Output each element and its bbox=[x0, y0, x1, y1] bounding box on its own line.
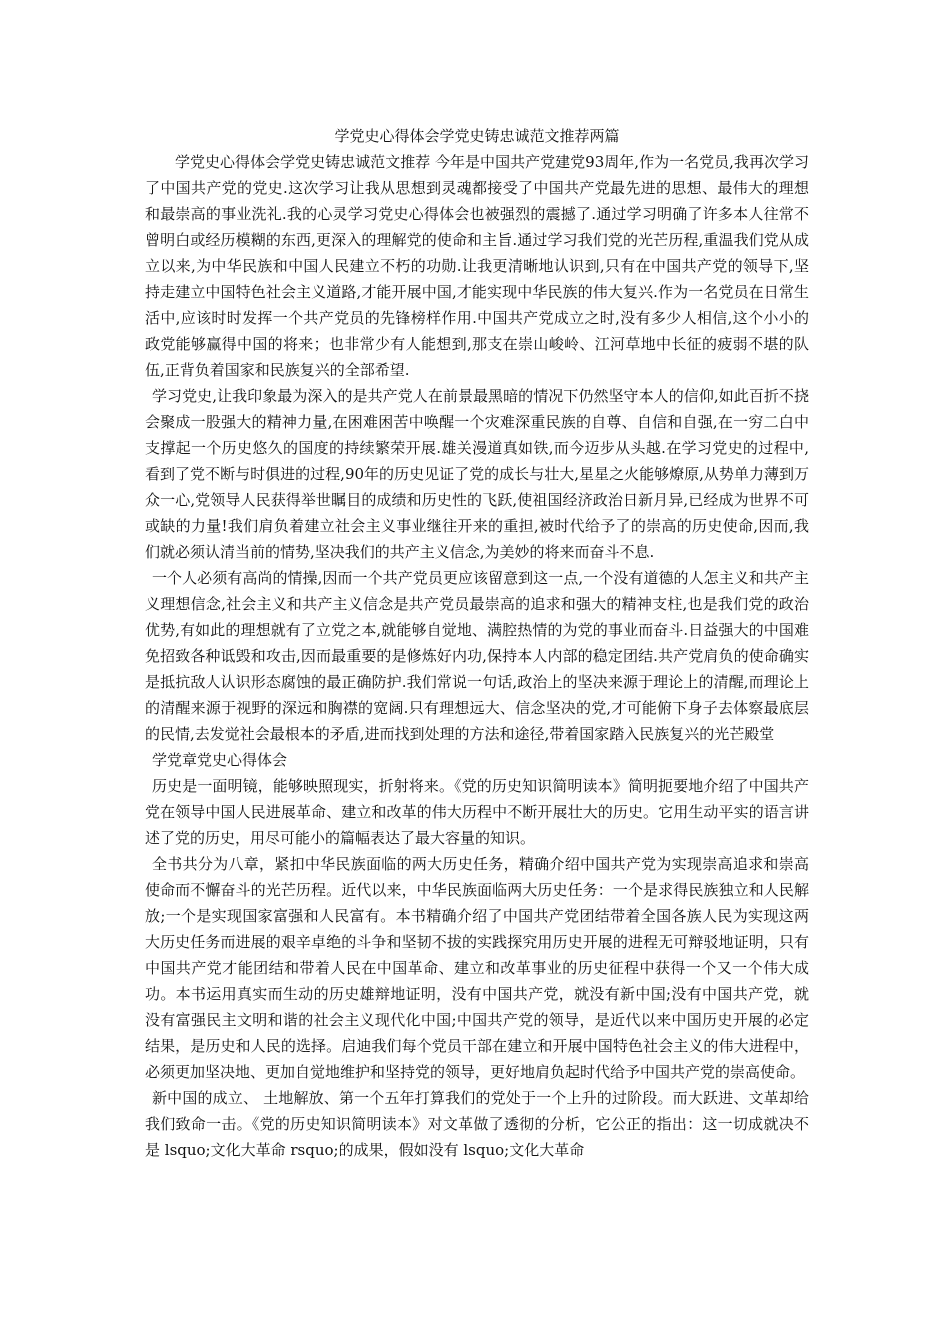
paragraph: 学习党史,让我印象最为深入的是共产党人在前景最黑暗的情况下仍然坚守本人的信仰,如此百折不挠会聚成一股强大的精神力量,在困难困苦中唤醒一个灾难深重民族的自尊、自信和自强,在一穷二白中支撑起一个历史悠久的国度的持续繁荣开展.雄关漫道真如铁,而今迈步从头越.在学习党史的过程中,看到了党不断与时俱进的过程,90年的历史见证了党的成长与壮大,星星之火能够燎原,从势单力薄到万众一心,党领导人民获得举世瞩目的成绩和历史性的飞跃,使祖国经济政治日新月异,已经成为世界不可或缺的力量!我们肩负着建立社会主义事业继往开来的重担,被时代给予了的崇高的历史使命,因而,我们就必须认清当前的情势,坚决我们的共产主义信念,为美妙的将来而奋斗不息. bbox=[145, 387, 809, 561]
paragraph: 新中国的成立、 土地解放、第一个五年打算我们的党处于一个上升的过阶段。而大跃进、文革却给我们致命一击。《党的历史知识简明读本》对文革做了透彻的分析，它公正的指出：这一切成就决不是 lsquo;文化大革命 rsquo;的成果，假如没有 lsquo;文化大革命 bbox=[145, 1089, 809, 1159]
paragraph: 历史是一面明镜，能够映照现实，折射将来。《党的历史知识简明读本》简明扼要地介绍了中国共产党在领导中国人民进展革命、建立和改革的伟大历程中不断开展壮大的历史。它用生动平实的语言讲述了党的历史，用尽可能小的篇幅表达了最大容量的知识。 bbox=[145, 777, 809, 847]
paragraph: 一个人必须有高尚的情操,因而一个共产党员更应该留意到这一点,一个没有道德的人怎主义和共产主义理想信念,社会主义和共产主义信念是共产党员最崇高的追求和强大的精神支柱,也是我们党的政治优势,有如此的理想就有了立党之本,就能够自觉地、满腔热情的为党的事业而奋斗.日益强大的中国难免招致各种诋毁和攻击,因而最重要的是修炼好内功,保持本人内部的稳定团结.共产党肩负的使命确实是抵抗敌人认识形态腐蚀的最正确防护.我们常说一句话,政治上的坚决来源于理论上的清醒,而理论上的清醒来源于视野的深远和胸襟的宽阔.只有理想远大、信念坚决的党,才可能俯下身子去体察最底层的民情,去发觉社会最根本的矛盾,进而找到处理的方法和途径,带着国家踏入民族复兴的光芒殿堂 bbox=[145, 569, 809, 743]
document-page bbox=[145, 123, 809, 1163]
section-heading: 学党章党史心得体会 bbox=[152, 751, 288, 769]
document-body bbox=[145, 149, 809, 1163]
paragraph: 学党史心得体会学党史铸忠诚范文推荐 今年是中国共产党建党93周年,作为一名党员,我再次学习了中国共产党的党史.这次学习让我从思想到灵魂都接受了中国共产党最先进的思想、最伟大的理想和最崇高的事业洗礼.我的心灵学习党史心得体会也被强烈的震撼了.通过学习明确了许多本人往常不曾明白或经历模糊的东西,更深入的理解党的使命和主旨.通过学习我们党的光芒历程,重温我们党从成立以来,为中华民族和中国人民建立不朽的功勋.让我更清晰地认识到,只有在中国共产党的领导下,坚持走建立中国特色社会主义道路,才能开展中国,才能实现中华民族的伟大复兴.作为一名党员在日常生活中,应该时时发挥一个共产党员的先锋榜样作用.中国共产党成立之时,没有多少人相信,这个小小的政党能够赢得中国的将来；也非常少有人能想到,那支在崇山峻岭、江河草地中长征的疲弱不堪的队伍,正背负着国家和民族复兴的全部希望. bbox=[145, 153, 809, 379]
paragraph: 全书共分为八章，紧扣中华民族面临的两大历史任务，精确介绍中国共产党为实现崇高追求和崇高使命而不懈奋斗的光芒历程。近代以来，中华民族面临两大历史任务：一个是求得民族独立和人民解放;一个是实现国家富强和人民富有。本书精确介绍了中国共产党团结带着全国各族人民为实现这两大历史任务而进展的艰辛卓绝的斗争和坚韧不拔的实践探究用历史开展的进程无可辩驳地证明，只有中国共产党才能团结和带着人民在中国革命、建立和改革事业的历史征程中获得一个又一个伟大成功。本书运用真实而生动的历史雄辩地证明，没有中国共产党，就没有新中国;没有中国共产党，就没有富强民主文明和谐的社会主义现代化中国;中国共产党的领导，是近代以来中国历史开展的必定结果，是历史和人民的选择。启迪我们每个党员干部在建立和开展中国特色社会主义的伟大进程中，必须更加坚决地、更加自觉地维护和坚持党的领导，更好地肩负起时代给予中国共产党的崇高使命。 bbox=[145, 855, 809, 1081]
document-title: 学党史心得体会学党史铸忠诚范文推荐两篇 bbox=[334, 127, 620, 145]
